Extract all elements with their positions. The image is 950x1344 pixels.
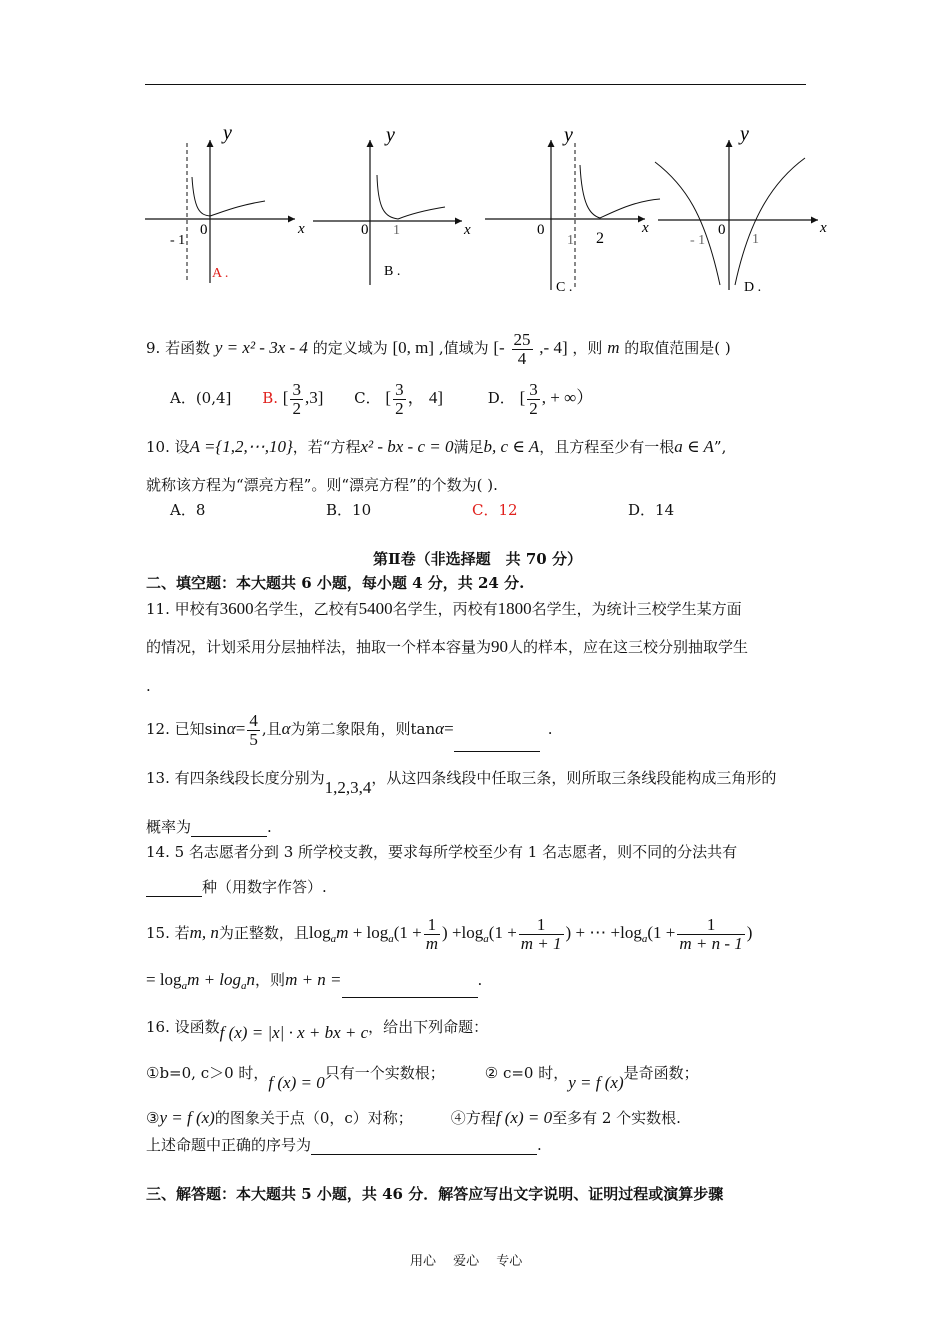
question-10-line2: 就称该方程为“漂亮方程”。则“漂亮方程”的个数为( ). xyxy=(146,476,498,494)
question-14-line2: 种（用数字作答）. xyxy=(146,877,327,897)
graph-a-y-label: y xyxy=(223,122,232,144)
q9-option-c: C． [ $\frac{3}{2}$ ， 4] xyxy=(354,379,443,418)
question-9 xyxy=(146,325,731,371)
q9-num: 9. xyxy=(146,339,161,357)
graph-b xyxy=(313,124,471,285)
q10-root: a ∈ A xyxy=(674,437,714,456)
question-14-line1: 14. 5 名志愿者分到 3 所学校支教，要求每所学校至少有 1 名志愿者，则不同的分法共有 xyxy=(146,843,738,861)
graph-d-caption: D . xyxy=(744,280,762,295)
graph-b-origin: 0 xyxy=(361,222,369,238)
question-16: 16. 设函数f (x) = |x| · x + bx + c，给出下列命题： xyxy=(146,1018,489,1042)
question-11-line3: . xyxy=(146,677,151,695)
q10-option-b: B．10 xyxy=(326,501,372,519)
graph-a-caption: A . xyxy=(212,266,229,281)
question-10-line1: 10. 设A ={1,2,⋯,10}，若“方程x² - bx - c = 0满足b, c ∈ A，且方程至少有一根a ∈ A”, xyxy=(146,437,727,456)
q9-option-d: D． [ $\frac{3}{2}$ , + ∞） xyxy=(487,379,594,418)
q13-answer-blank[interactable] xyxy=(191,818,267,837)
q16-proposition-3-4: ③y = f (x)的图象关于点（0，c）对称； ④方程f (x) = 0至多有 2 个实数根. xyxy=(146,1108,681,1127)
q9-option-b: B. [ $\frac{3}{2}$ ,3] xyxy=(262,379,324,418)
graph-c-caption: C . xyxy=(556,280,573,295)
graph-d-tick-2: 1 xyxy=(752,232,759,247)
graph-c-curve xyxy=(580,165,660,218)
q9-pre: 若函数 xyxy=(165,339,211,357)
graph-c-x-label: x xyxy=(642,220,649,236)
q14-answer-blank[interactable] xyxy=(146,878,202,897)
graph-c-tick-1: 1 xyxy=(567,233,574,248)
graph-a-x-label: x xyxy=(298,221,305,237)
section3-heading: 三、解答题：本大题共 5 小题，共 46 分．解答应写出文字说明、证明过程或演算步骤 xyxy=(146,1185,724,1203)
graph-d-tick-1: - 1 xyxy=(690,233,706,248)
question-11-line2: 的情况，计划采用分层抽样法，抽取一个样本容量为90人的样本，应在这三校分别抽取学生 xyxy=(146,637,749,656)
graph-d-curve-left xyxy=(655,162,720,285)
graph-b-caption: B . xyxy=(384,264,401,279)
q9-func: y = x² - 3x - 4 xyxy=(214,338,308,357)
section2-title: 第Ⅱ卷（非选择题 共 70 分） xyxy=(373,550,582,568)
graph-b-y-label: y xyxy=(386,124,395,146)
q9-range-right: ,- 4] xyxy=(539,338,568,357)
q10-equation: x² - bx - c = 0 xyxy=(360,437,454,456)
question-13-line2: 概率为 . xyxy=(146,818,272,836)
graph-b-x-label: x xyxy=(464,222,471,238)
graph-d-x-label: x xyxy=(820,220,827,236)
q9-domain: [0, m] xyxy=(392,338,435,357)
q12-answer-blank[interactable] xyxy=(454,715,540,752)
q9-mid: 的定义域为 xyxy=(312,339,388,357)
page-footer: 用心 爱心 专心 xyxy=(410,1254,523,1269)
question-11-line1: 11. 甲校有3600名学生，乙校有5400名学生，丙校有1800名学生，为统计三校学生某方面 xyxy=(146,599,742,618)
graph-a-curve xyxy=(192,177,265,216)
question-15-line2: = $\log_am + \log_an$，则m + n = . xyxy=(146,968,482,998)
q10-option-a: A．8 xyxy=(170,501,206,519)
graph-d-origin: 0 xyxy=(718,222,726,238)
question-13-line1: 13. 有四条线段长度分别为1,2,3,4，从这四条线段中任取三条，则所取三条线段能构成三角形的 xyxy=(146,769,777,797)
graph-c-y-label: y xyxy=(564,124,573,146)
q9-option-a: A．(0,4] xyxy=(170,389,232,407)
q10-option-d: D．14 xyxy=(628,501,675,519)
graph-b-curve xyxy=(377,175,445,219)
q9-range-left: [- xyxy=(493,338,505,357)
q10-set: A ={1,2,⋯,10} xyxy=(189,437,293,456)
q9-options xyxy=(170,375,593,421)
q9-m: m xyxy=(607,338,620,357)
graph-c xyxy=(485,124,660,295)
graph-c-origin: 0 xyxy=(537,222,545,238)
question-12: 12. 已知sinα= $\frac{4}{5}$ ,且α为第二象限角，则tanα= . xyxy=(146,706,552,752)
q16-proposition-1-2: ①b=0, c＞0 时，f (x) = 0只有一个实数根； ② c=0 时，y = f (x)是奇函数； xyxy=(146,1064,699,1092)
q9-range-label: ,值域为 xyxy=(438,339,489,357)
graph-d-y-label: y xyxy=(740,123,749,145)
q15-answer-blank[interactable] xyxy=(342,979,478,998)
graph-a-origin: 0 xyxy=(200,222,208,238)
q9-end: 的取值范围是( ) xyxy=(624,339,731,357)
question-15-line1: 15. 若m, n为正整数，且$\log_am + \log_a(1$ + $\frac{1}{m}$ ) $+\log_a(1$ + $\frac{1}{m + 1}$ ) + ⋯ $+\log_a(1$ + $\frac{1}{m + n - 1}$ ) xyxy=(146,914,753,953)
q10-option-c: C．12 xyxy=(472,501,518,519)
q10-condition: b, c ∈ A xyxy=(483,437,540,456)
graphs-figure xyxy=(140,115,840,300)
graph-c-tick-2: 2 xyxy=(596,230,604,247)
q9-post: ，则 xyxy=(572,339,603,357)
header-rule xyxy=(145,84,806,85)
graph-d xyxy=(655,123,827,295)
q16-answer-blank[interactable] xyxy=(311,1136,537,1155)
q16-answer-line: 上述命题中正确的序号为 . xyxy=(146,1136,542,1154)
graph-a-tick: - 1 xyxy=(170,233,186,248)
q9-range-fraction: $\frac{25}{4}$ xyxy=(513,329,531,368)
section2-heading: 二、填空题：本大题共 6 小题，每小题 4 分，共 24 分. xyxy=(146,574,525,592)
graph-b-tick: 1 xyxy=(393,223,400,238)
graph-a xyxy=(145,122,305,283)
graph-d-curve-right xyxy=(735,158,805,285)
q10-options xyxy=(170,500,674,520)
